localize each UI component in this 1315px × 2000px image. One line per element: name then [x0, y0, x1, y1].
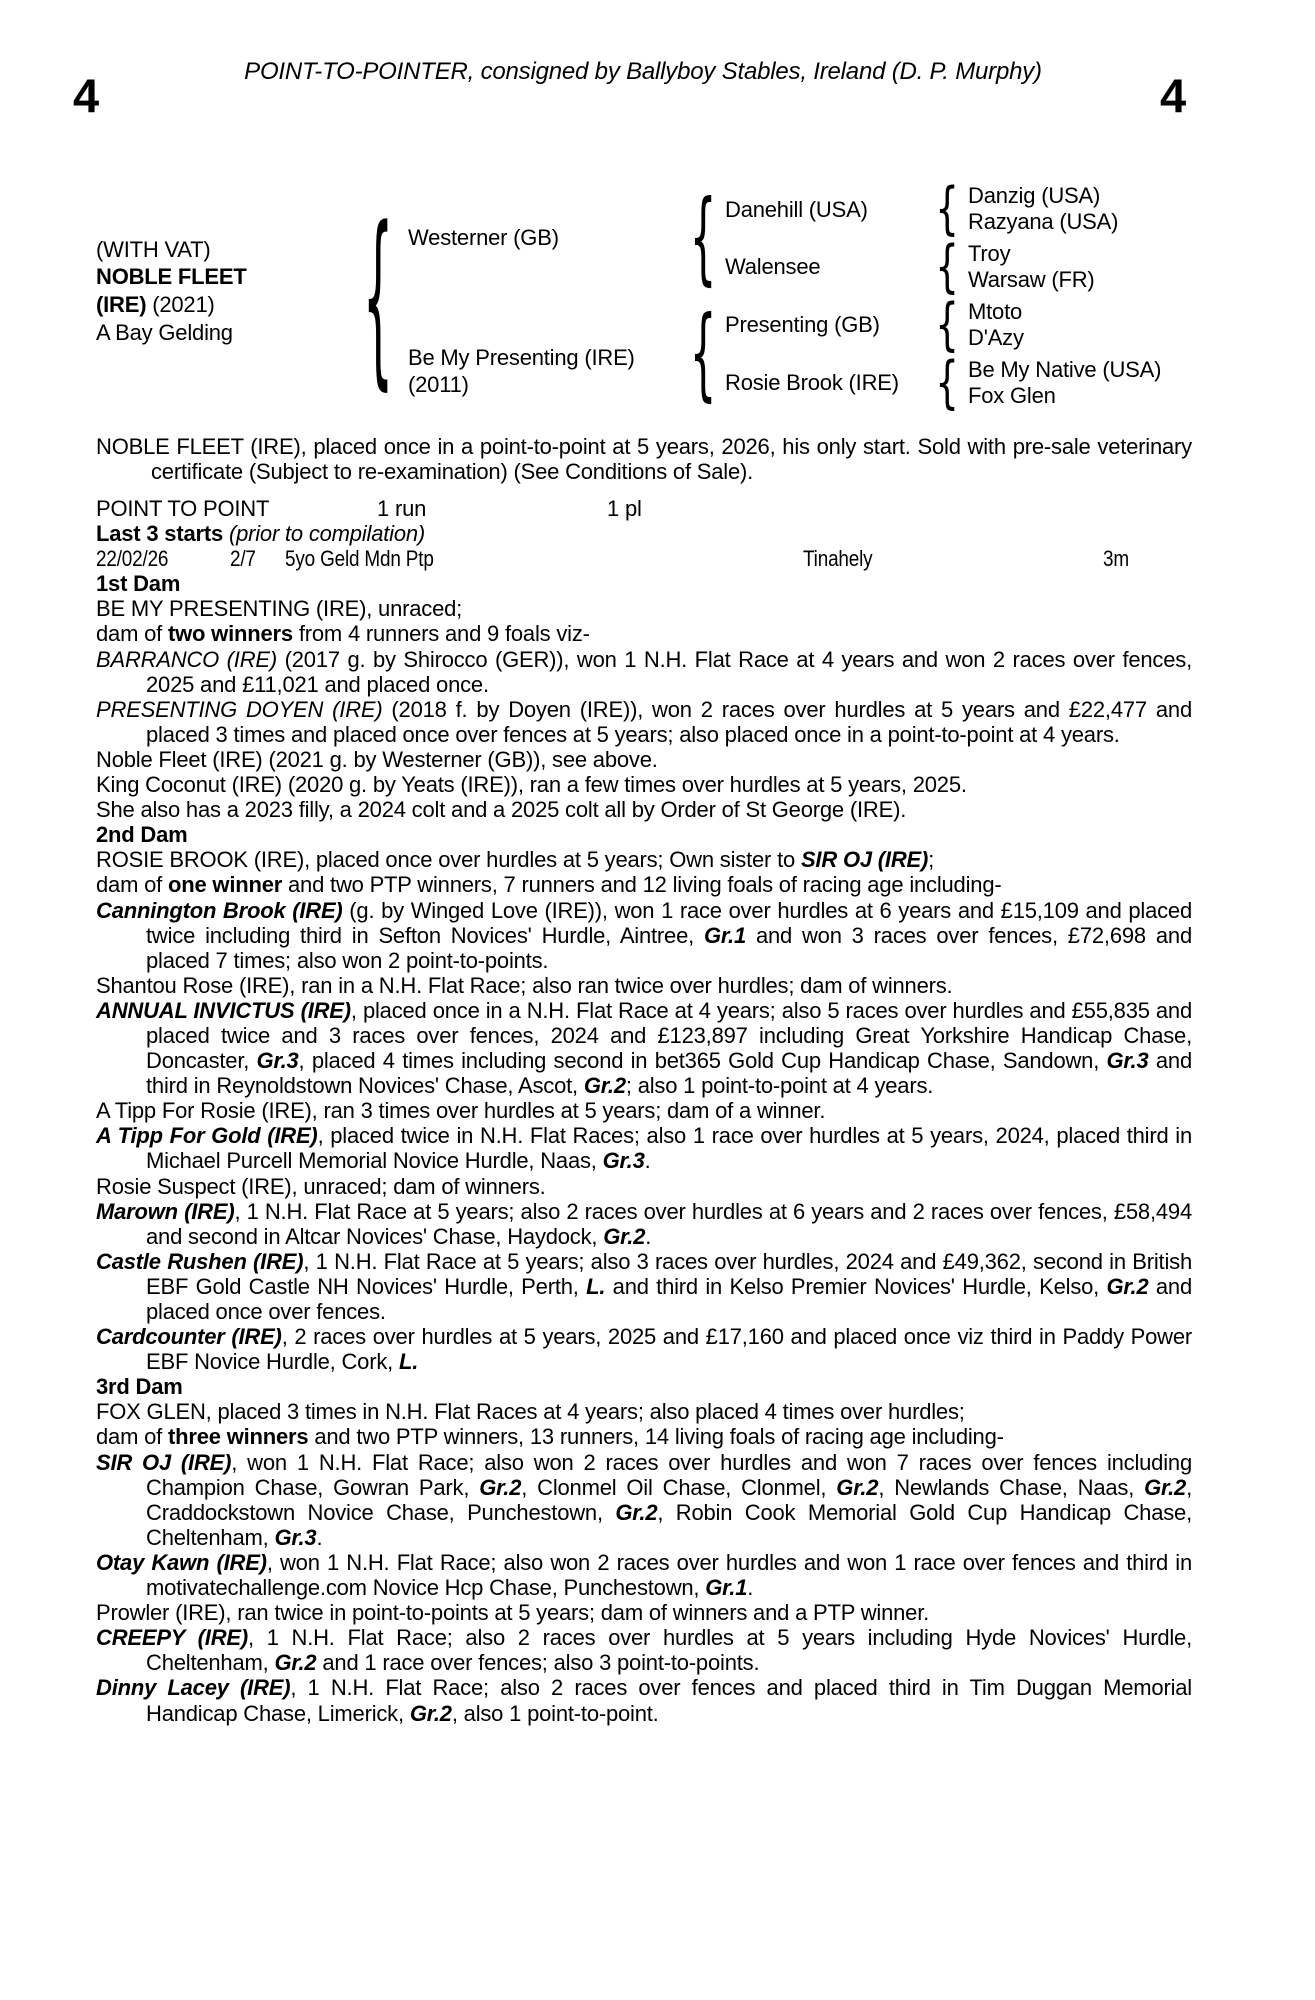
pedigree-gen3-name: Walensee [725, 254, 821, 279]
emphasized-run: L. [586, 1273, 606, 1299]
pedigree-paragraph [96, 1399, 1192, 1424]
pedigree-brace-gs [935, 181, 959, 238]
text-run: Shantou Rose (IRE), ran in a N.H. Flat Race; also ran twice over hurdles; dam of winners. [96, 972, 953, 998]
emphasized-run: one winner [167, 872, 283, 898]
text-run: and 1 race over fences; also 3 point-to-points. [316, 1650, 760, 1676]
text-run: , placed twice in N.H. Flat Races; also 1 race over hurdles at 5 years, 2024, placed third in Michael Purcell Memorial Novice Hurdle, Naas, [146, 1123, 1192, 1174]
pedigree-paragraph [96, 1424, 1192, 1449]
text-run: and two PTP winners, 13 runners, 14 living foals of racing age including- [308, 1424, 1004, 1450]
text-run: and third in Kelso Premier Novices' Hurdle, Kelso, [605, 1273, 1107, 1299]
pedigree-gen4-name: Fox Glen [968, 383, 1056, 408]
dam-sections [96, 571, 1192, 1725]
pedigree-paragraph [96, 647, 1192, 697]
text-run: . [316, 1524, 323, 1550]
pedigree-brace-gd [935, 239, 959, 296]
lot-number-right: 4 [1160, 69, 1187, 122]
emphasized-run: Gr.2 [583, 1073, 626, 1099]
emphasized-run: Gr.2 [409, 1700, 452, 1726]
emphasized-run: Gr.1 [703, 922, 746, 948]
pedigree-gen3-name: Danehill (USA) [725, 197, 868, 222]
catalogue-body [96, 434, 1192, 1726]
pedigree-paragraph [96, 847, 1192, 872]
text-run: ROSIE BROOK (IRE), placed once over hurdles at 5 years; Own sister to [96, 847, 801, 873]
emphasized-run: PRESENTING DOYEN (IRE) [96, 696, 383, 722]
dam-heading: 1st Dam [96, 571, 181, 597]
horse-description: A Bay Gelding [96, 320, 233, 345]
pedigree-brace-gs2 [935, 297, 959, 354]
text-run: King Coconut (IRE) (2020 g. by Yeats (IRE)), ran a few times over hurdles at 5 years, 2025. [96, 772, 967, 798]
text-run: , 1 N.H. Flat Race at 5 years; also 2 races over hurdles at 6 years and 2 races over fences, £58,494 and second in Altcar Novices' Chase, Haydock, [146, 1198, 1192, 1249]
text-run: . [645, 1223, 652, 1249]
pedigree-gen4-name: Troy [968, 241, 1011, 266]
pedigree-paragraph [96, 973, 1192, 998]
emphasized-run: Gr.2 [615, 1499, 658, 1525]
emphasized-run: Gr.2 [836, 1474, 879, 1500]
text-run: from 4 runners and 9 foals viz- [292, 621, 590, 647]
emphasized-run: Gr.3 [256, 1048, 299, 1074]
text-run: . [747, 1575, 754, 1601]
last-starts-label: Last 3 starts [96, 521, 229, 547]
record-places: 1 pl [607, 496, 642, 522]
pedigree-paragraph [96, 1249, 1192, 1324]
last-start-row [96, 546, 1192, 571]
text-run: , Craddockstown Novice Chase, Punchestown, [146, 1474, 1193, 1525]
horse-birth-year: (2021) [146, 292, 215, 317]
text-run: BE MY PRESENTING (IRE), unraced; [96, 596, 463, 622]
record-runs: 1 run [377, 496, 427, 522]
text-run: (2017 g. by Shirocco (GER)), won 1 N.H. Flat Race at 4 years and won 2 races over fences, 2025 and £11,021 and placed once. [146, 646, 1192, 697]
text-run: NOBLE FLEET (IRE), placed once in a point-to-point at 5 years, 2026, his only start. Sold with pre-sale veterinary certificate (Subject to re-examination) (See Conditions of Sale). [96, 434, 1192, 485]
pedigree-paragraph [96, 898, 1192, 973]
text-run: dam of [96, 621, 168, 647]
pedigree-paragraph [96, 1625, 1192, 1675]
pedigree-paragraph [96, 772, 1192, 797]
text-run: FOX GLEN, placed 3 times in N.H. Flat Races at 4 years; also placed 4 times over hurdles; [96, 1399, 965, 1425]
pedigree-paragraph [96, 747, 1192, 772]
text-run: Prowler (IRE), ran twice in point-to-points at 5 years; dam of winners and a PTP winner. [96, 1600, 930, 1626]
emphasized-run: Gr.2 [479, 1474, 522, 1500]
text-run: , also 1 point-to-point. [451, 1700, 659, 1726]
pedigree-dam: Be My Presenting (IRE) [408, 345, 635, 370]
emphasized-run: Gr.2 [274, 1650, 317, 1676]
pedigree-brace-dam [690, 304, 717, 405]
pedigree-paragraph [96, 872, 1192, 897]
text-run: (2018 f. by Doyen (IRE)), won 2 races over hurdles at 5 years and £22,477 and placed 3 times and placed once over fences at 5 years; also placed once in a point-to-point at 4 years. [146, 696, 1192, 747]
pedigree-gen4-name: Be My Native (USA) [968, 357, 1162, 382]
emphasized-run: Marown (IRE) [96, 1198, 235, 1224]
pedigree-paragraph [96, 1550, 1192, 1600]
text-run: and third in Reynoldstown Novices' Chase, Ascot, [146, 1048, 1192, 1099]
pedigree-paragraph [96, 1450, 1192, 1550]
text-run: dam of [96, 872, 168, 898]
pedigree-paragraph [96, 998, 1192, 1098]
pedigree-paragraph [96, 697, 1192, 747]
emphasized-run: Gr.2 [1144, 1474, 1187, 1500]
pedigree-paragraph [96, 1098, 1192, 1123]
emphasized-run: Cannington Brook (IRE) [96, 897, 343, 923]
pedigree-paragraph [96, 621, 1192, 646]
text-run: (g. by Winged Love (IRE)), won 1 race over hurdles at 6 years and £15,109 and placed twice including third in Sefton Novices' Hurdle, Aintree, [146, 897, 1192, 948]
emphasized-run: three winners [167, 1424, 309, 1450]
pedigree-gen3-name: Rosie Brook (IRE) [725, 370, 899, 395]
emphasized-run: Gr.3 [602, 1148, 645, 1174]
start-position: 2/7 [230, 546, 256, 572]
pedigree-gen4-name: Razyana (USA) [968, 209, 1119, 234]
emphasized-run: Gr.3 [1106, 1048, 1149, 1074]
text-run: , placed 4 times including second in bet365 Gold Cup Handicap Chase, Sandown, [298, 1048, 1107, 1074]
emphasized-run: Gr.1 [705, 1575, 748, 1601]
last-starts-heading [96, 521, 1192, 546]
pedigree-dam-year: (2011) [408, 372, 469, 397]
text-run: , Robin Cook Memorial Gold Cup Handicap Chase, Cheltenham, [146, 1499, 1192, 1550]
pedigree-gen4-name: Warsaw (FR) [968, 267, 1095, 292]
text-run: dam of [96, 1424, 168, 1450]
pedigree-gen4-name: Mtoto [968, 299, 1023, 324]
text-run: and two PTP winners, 7 runners and 12 living foals of racing age including- [282, 872, 1002, 898]
pedigree-paragraph [96, 1199, 1192, 1249]
emphasized-run: CREEPY (IRE) [96, 1625, 248, 1651]
pedigree-paragraph [96, 1324, 1192, 1374]
emphasized-run: Castle Rushen (IRE) [96, 1248, 304, 1274]
page-title: POINT-TO-POINTER, consigned by Ballyboy Stables, Ireland (D. P. Murphy) [244, 58, 1042, 85]
text-run: She also has a 2023 filly, a 2024 colt and a 2025 colt all by Order of St George (IRE). [96, 797, 907, 823]
horse-suffix-year [96, 292, 215, 318]
pedigree-gen4-name: Danzig (USA) [968, 183, 1101, 208]
emphasized-run: Gr.2 [1106, 1273, 1149, 1299]
emphasized-run: Dinny Lacey (IRE) [96, 1675, 291, 1701]
text-run: , won 1 N.H. Flat Race; also won 2 races over hurdles and won 1 race over fences and third in motivatechallenge.com Novice Hcp Chase, Punchestown, [146, 1549, 1192, 1601]
text-run: Noble Fleet (IRE) (2021 g. by Westerner (GB)), see above. [96, 746, 658, 772]
emphasized-run: BARRANCO (IRE) [96, 646, 277, 672]
text-run: , 2 races over hurdles at 5 years, 2025 and £17,160 and placed once viz third in Paddy Power EBF Novice Hurdle, Cork, [146, 1324, 1193, 1375]
pedigree-gen3-name: Presenting (GB) [725, 312, 880, 337]
text-run: and placed once over fences. [146, 1273, 1192, 1324]
text-run: A Tipp For Rosie (IRE), ran 3 times over hurdles at 5 years; dam of a winner. [96, 1098, 826, 1124]
emphasized-run: SIR OJ (IRE) [800, 847, 929, 873]
pedigree-brace-main [363, 205, 393, 394]
pedigree-sire: Westerner (GB) [408, 225, 559, 250]
dam-heading: 2nd Dam [96, 822, 188, 848]
horse-country-suffix: (IRE) [96, 292, 147, 317]
subject-summary [96, 434, 1192, 484]
dam-heading: 3rd Dam [96, 1374, 183, 1400]
text-run: Rosie Suspect (IRE), unraced; dam of winners. [96, 1173, 546, 1199]
pedigree-paragraph [96, 1123, 1192, 1173]
text-run: , won 1 N.H. Flat Race; also won 2 races over hurdles and won 7 races over fences including Champion Chase, Gowran Park, [146, 1449, 1192, 1500]
text-run: ; [928, 847, 935, 873]
pedigree-gen4-name: D'Azy [968, 325, 1024, 350]
text-run: , 1 N.H. Flat Race; also 2 races over fences and placed third in Tim Duggan Memorial Handicap Chase, Limerick, [146, 1675, 1192, 1726]
text-run: , placed once in a N.H. Flat Race at 4 years; also 5 races over hurdles and £55,835 and placed twice and 3 races over fences, 2024 and £123,897 including Great Yorkshire Handicap Chase, Doncaster, [146, 997, 1192, 1074]
record-category: POINT TO POINT [96, 496, 270, 522]
emphasized-run: Cardcounter (IRE) [96, 1324, 282, 1350]
vat-note: (WITH VAT) [96, 237, 211, 262]
text-run: , 1 N.H. Flat Race; also 2 races over hurdles at 5 years including Hyde Novices' Hurdle, Cheltenham, [146, 1625, 1192, 1676]
emphasized-run: ANNUAL INVICTUS (IRE) [96, 997, 351, 1023]
start-date: 22/02/26 [96, 546, 169, 572]
last-starts-note: (prior to compilation) [228, 521, 426, 547]
emphasized-run: Gr.2 [603, 1223, 646, 1249]
pedigree-paragraph [96, 596, 1192, 621]
horse-name: NOBLE FLEET [96, 264, 247, 289]
emphasized-run: Gr.3 [274, 1524, 317, 1550]
emphasized-run: two winners [167, 621, 293, 647]
emphasized-run: SIR OJ (IRE) [96, 1449, 232, 1475]
text-run: , Clonmel Oil Chase, Clonmel, [521, 1474, 837, 1500]
pedigree-brace-gd2 [935, 355, 959, 412]
start-course: Tinahely [803, 546, 873, 572]
text-run: and won 3 races over fences, £72,698 and placed 7 times; also won 2 point-to-points. [146, 922, 1192, 973]
emphasized-run: L. [398, 1349, 419, 1375]
emphasized-run: Otay Kawn (IRE) [96, 1549, 267, 1575]
pedigree-tree [0, 0, 1315, 430]
text-run: , Newlands Chase, Naas, [878, 1474, 1145, 1500]
pedigree-paragraph [96, 1174, 1192, 1199]
pedigree-brace-sire [690, 188, 717, 289]
text-run: , 1 N.H. Flat Race at 5 years; also 3 races over hurdles, 2024 and £49,362, second in British EBF Gold Castle NH Novices' Hurdle, Perth, [146, 1248, 1192, 1299]
text-run: . [644, 1148, 651, 1174]
emphasized-run: A Tipp For Gold (IRE) [96, 1123, 318, 1149]
text-run: ; also 1 point-to-point at 4 years. [625, 1073, 934, 1099]
racing-record-line [96, 496, 1192, 521]
pedigree-paragraph [96, 797, 1192, 822]
lot-number-left: 4 [73, 69, 100, 122]
pedigree-paragraph [96, 1600, 1192, 1625]
start-distance: 3m [1103, 546, 1129, 572]
pedigree-paragraph [96, 1675, 1192, 1725]
start-race: 5yo Geld Mdn Ptp [285, 546, 434, 572]
